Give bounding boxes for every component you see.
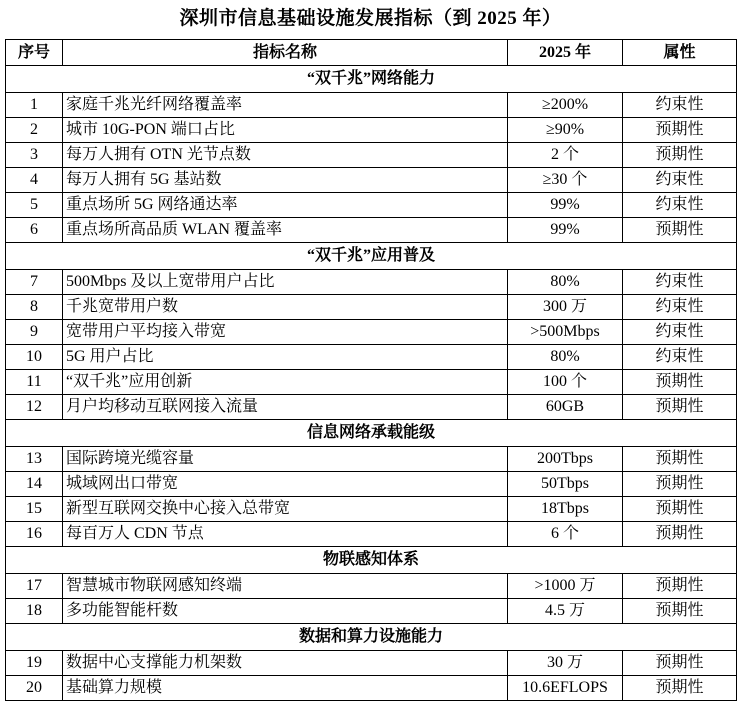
table-row — [6, 345, 737, 370]
table-row — [6, 651, 737, 676]
row-no: 5 — [6, 193, 63, 218]
header-name: 指标名称 — [63, 40, 508, 66]
section-row — [6, 420, 737, 447]
section-row — [6, 624, 737, 651]
table-row — [6, 370, 737, 395]
section-label: “双千兆”网络能力 — [6, 66, 737, 93]
row-attr: 预期性 — [623, 472, 737, 497]
row-no: 8 — [6, 295, 63, 320]
row-no: 16 — [6, 522, 63, 547]
row-value: 99% — [508, 218, 623, 243]
row-attr: 预期性 — [623, 676, 737, 701]
row-no: 6 — [6, 218, 63, 243]
table-row — [6, 143, 737, 168]
row-attr: 预期性 — [623, 497, 737, 522]
row-name: “双千兆”应用创新 — [63, 370, 508, 395]
section-label: 物联感知体系 — [6, 547, 737, 574]
row-no: 19 — [6, 651, 63, 676]
row-no: 10 — [6, 345, 63, 370]
row-name: 重点场所高品质 WLAN 覆盖率 — [63, 218, 508, 243]
table-row — [6, 395, 737, 420]
row-name: 新型互联网交换中心接入总带宽 — [63, 497, 508, 522]
table-row — [6, 118, 737, 143]
row-value: 2 个 — [508, 143, 623, 168]
row-value: 200Tbps — [508, 447, 623, 472]
table-row — [6, 218, 737, 243]
section-label: “双千兆”应用普及 — [6, 243, 737, 270]
row-no: 1 — [6, 93, 63, 118]
table-row — [6, 599, 737, 624]
row-value: 80% — [508, 270, 623, 295]
table-row — [6, 320, 737, 345]
row-attr: 约束性 — [623, 93, 737, 118]
row-value: >1000 万 — [508, 574, 623, 599]
row-name: 智慧城市物联网感知终端 — [63, 574, 508, 599]
row-name: 数据中心支撑能力机架数 — [63, 651, 508, 676]
row-name: 宽带用户平均接入带宽 — [63, 320, 508, 345]
row-no: 14 — [6, 472, 63, 497]
header-attr: 属性 — [623, 40, 737, 66]
row-attr: 预期性 — [623, 447, 737, 472]
table-row — [6, 676, 737, 701]
row-value: 50Tbps — [508, 472, 623, 497]
row-name: 每万人拥有 OTN 光节点数 — [63, 143, 508, 168]
row-no: 20 — [6, 676, 63, 701]
section-label: 数据和算力设施能力 — [6, 624, 737, 651]
row-name: 每万人拥有 5G 基站数 — [63, 168, 508, 193]
row-attr: 预期性 — [623, 574, 737, 599]
row-no: 18 — [6, 599, 63, 624]
row-value: ≥90% — [508, 118, 623, 143]
row-attr: 约束性 — [623, 270, 737, 295]
row-name: 500Mbps 及以上宽带用户占比 — [63, 270, 508, 295]
row-name: 多功能智能杆数 — [63, 599, 508, 624]
row-attr: 约束性 — [623, 345, 737, 370]
row-no: 9 — [6, 320, 63, 345]
row-value: 100 个 — [508, 370, 623, 395]
row-name: 月户均移动互联网接入流量 — [63, 395, 508, 420]
row-attr: 预期性 — [623, 218, 737, 243]
row-value: 18Tbps — [508, 497, 623, 522]
row-no: 11 — [6, 370, 63, 395]
row-name: 重点场所 5G 网络通达率 — [63, 193, 508, 218]
row-attr: 预期性 — [623, 143, 737, 168]
row-attr: 预期性 — [623, 370, 737, 395]
row-attr: 预期性 — [623, 522, 737, 547]
table-row — [6, 497, 737, 522]
row-attr: 约束性 — [623, 320, 737, 345]
table-header-row — [6, 40, 737, 66]
row-value: 60GB — [508, 395, 623, 420]
table-row — [6, 193, 737, 218]
row-no: 15 — [6, 497, 63, 522]
row-name: 每百万人 CDN 节点 — [63, 522, 508, 547]
row-no: 4 — [6, 168, 63, 193]
row-no: 3 — [6, 143, 63, 168]
row-value: 4.5 万 — [508, 599, 623, 624]
row-name: 家庭千兆光纤网络覆盖率 — [63, 93, 508, 118]
table-row — [6, 270, 737, 295]
row-attr: 约束性 — [623, 168, 737, 193]
row-value: 6 个 — [508, 522, 623, 547]
row-value: 30 万 — [508, 651, 623, 676]
row-attr: 约束性 — [623, 193, 737, 218]
section-row — [6, 547, 737, 574]
row-attr: 预期性 — [623, 599, 737, 624]
table-row — [6, 168, 737, 193]
row-no: 2 — [6, 118, 63, 143]
page-title: 深圳市信息基础设施发展指标（到 2025 年） — [179, 8, 562, 29]
row-attr: 预期性 — [623, 395, 737, 420]
header-year: 2025 年 — [508, 40, 623, 66]
row-name: 国际跨境光缆容量 — [63, 447, 508, 472]
section-label: 信息网络承载能级 — [6, 420, 737, 447]
indicators-table — [5, 39, 737, 701]
row-attr: 预期性 — [623, 118, 737, 143]
row-name: 基础算力规模 — [63, 676, 508, 701]
row-no: 7 — [6, 270, 63, 295]
row-value: 80% — [508, 345, 623, 370]
section-row — [6, 243, 737, 270]
row-name: 城市 10G-PON 端口占比 — [63, 118, 508, 143]
row-value: ≥30 个 — [508, 168, 623, 193]
header-no: 序号 — [6, 40, 63, 66]
row-no: 12 — [6, 395, 63, 420]
table-row — [6, 522, 737, 547]
row-attr: 预期性 — [623, 651, 737, 676]
row-name: 城域网出口带宽 — [63, 472, 508, 497]
row-value: >500Mbps — [508, 320, 623, 345]
row-attr: 约束性 — [623, 295, 737, 320]
table-row — [6, 447, 737, 472]
section-row — [6, 66, 737, 93]
row-value: ≥200% — [508, 93, 623, 118]
table-row — [6, 472, 737, 497]
row-name: 5G 用户占比 — [63, 345, 508, 370]
row-value: 10.6EFLOPS — [508, 676, 623, 701]
row-value: 99% — [508, 193, 623, 218]
table-row — [6, 574, 737, 599]
row-no: 17 — [6, 574, 63, 599]
row-value: 300 万 — [508, 295, 623, 320]
table-row — [6, 93, 737, 118]
row-no: 13 — [6, 447, 63, 472]
table-row — [6, 295, 737, 320]
row-name: 千兆宽带用户数 — [63, 295, 508, 320]
